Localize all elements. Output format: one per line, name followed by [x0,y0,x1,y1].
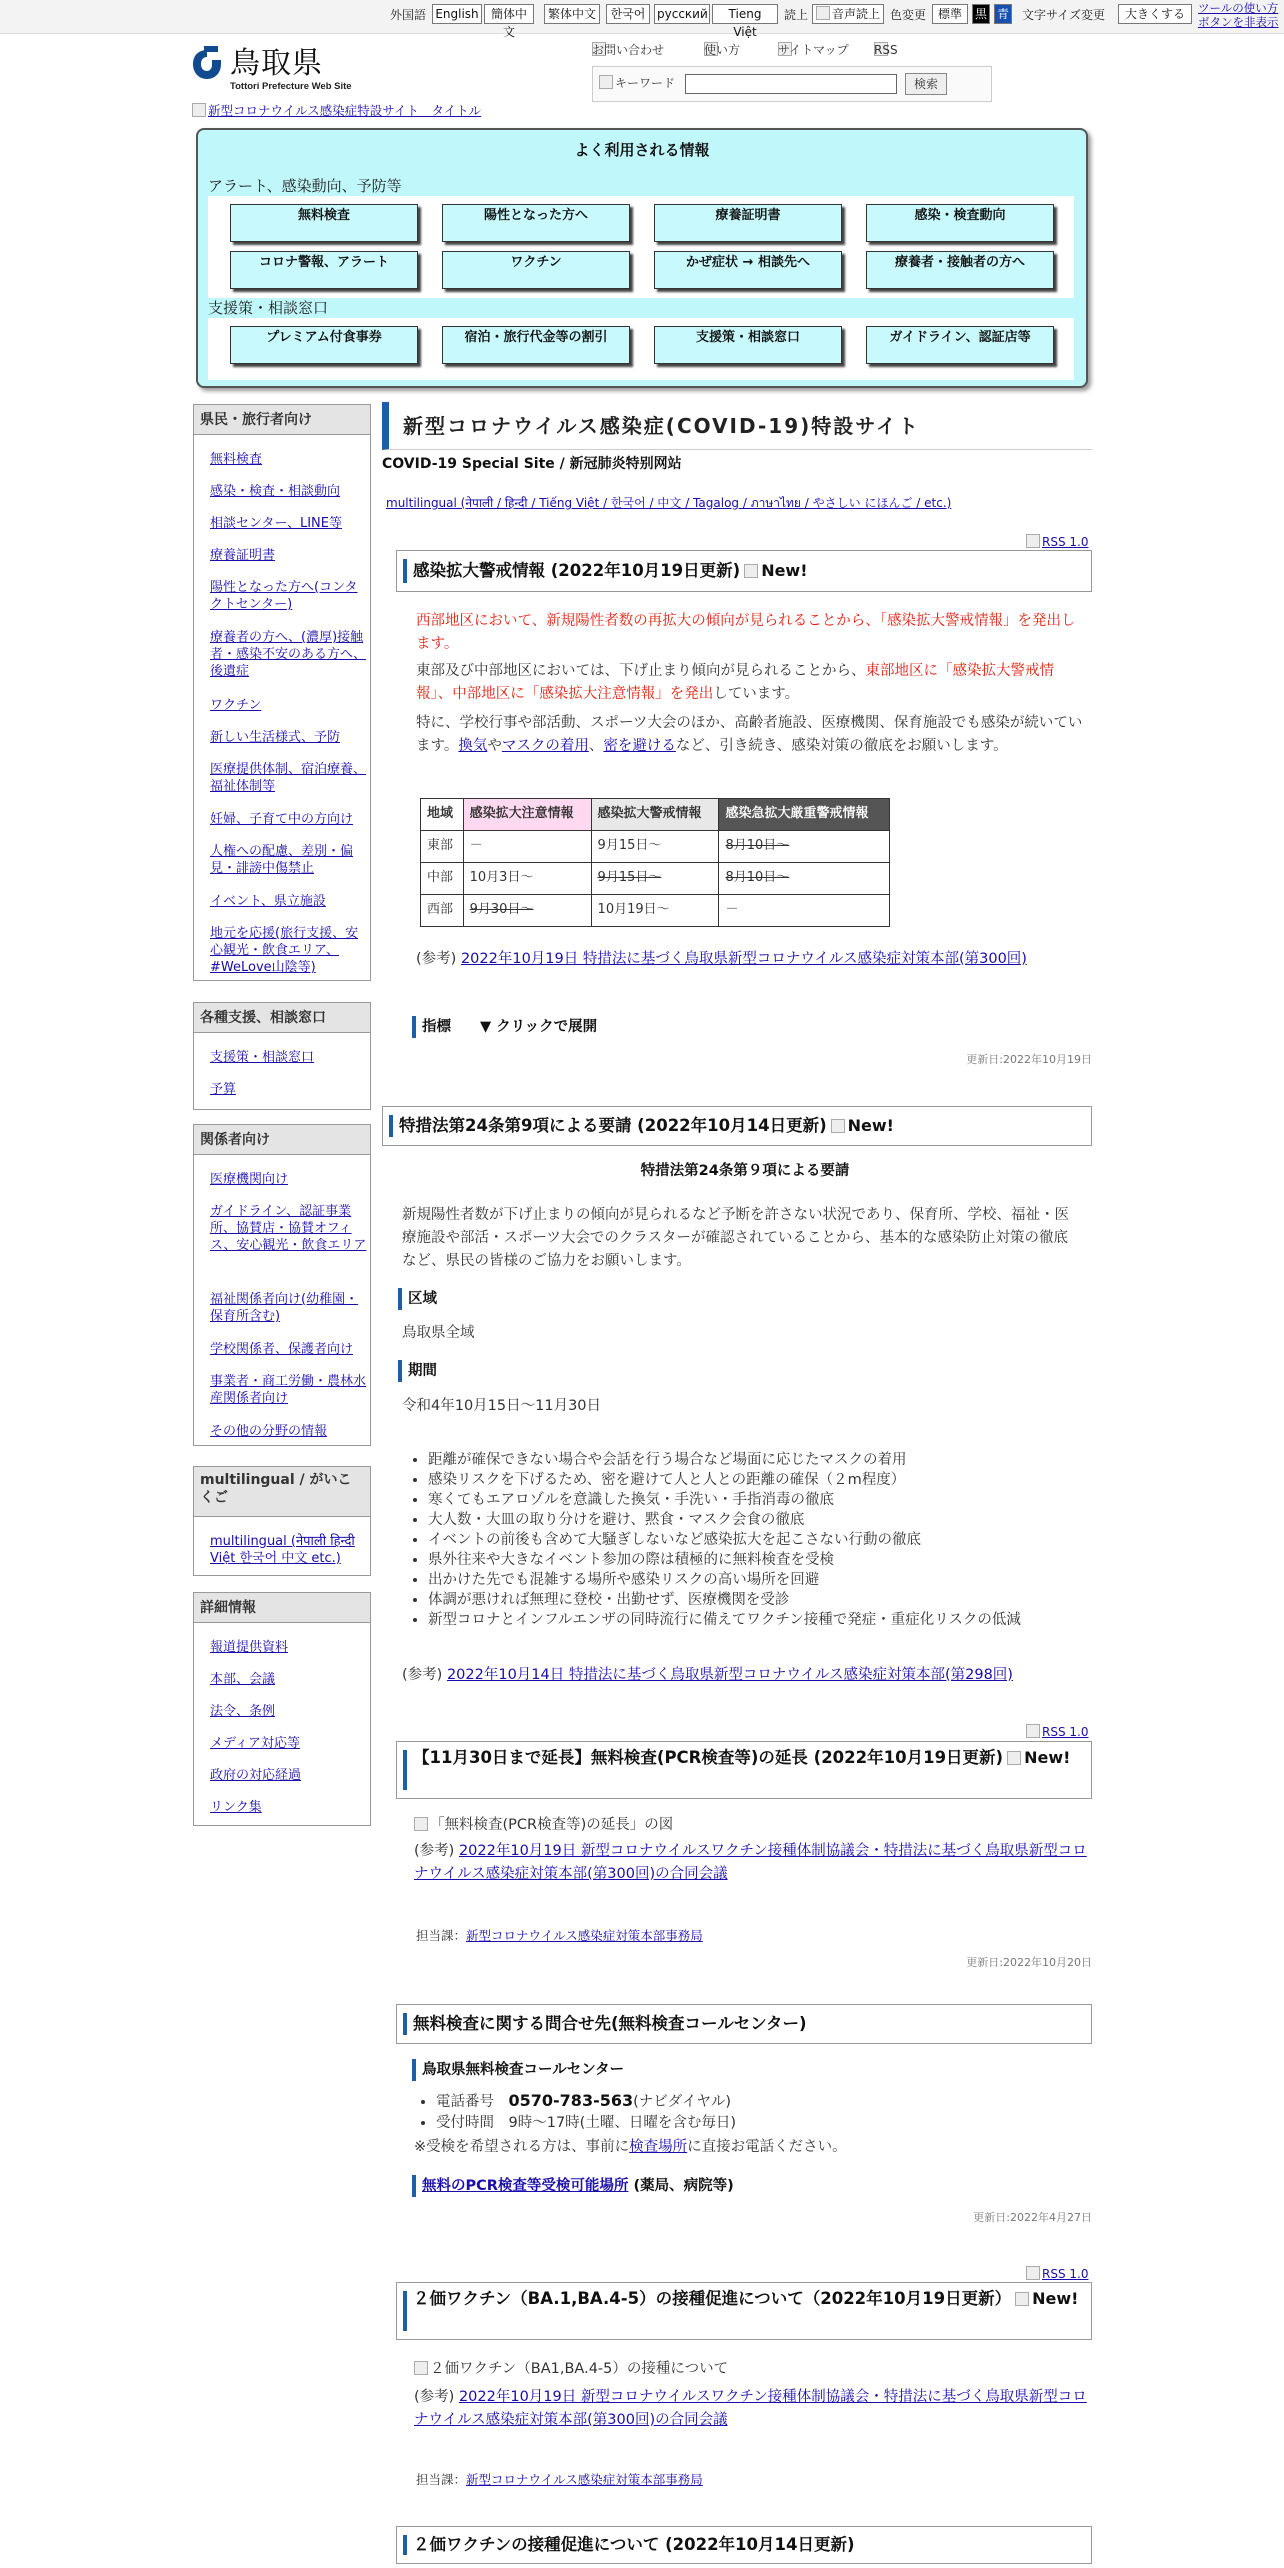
font-size-label: 文字サイズ変更 [1022,8,1106,22]
expand-label: ▼ クリックで展開 [480,1019,598,1035]
alert-p3-sep2: 、 [588,738,604,754]
quick-symptom-button[interactable]: かぜ症状 → 相談先へ [654,251,842,289]
pcr-location-heading [412,2175,734,2197]
free-test-figure-icon [414,1817,428,1831]
alert-p2-end: しています。 [713,686,800,702]
new-badge [1015,2287,1078,2311]
quick-travel-discount-button[interactable]: 宿泊・旅行代金等の割引 [442,326,630,364]
side-link[interactable]: 事業者・商工労働・農林水産関係者向け [210,1374,367,1406]
side-link[interactable]: 福祉関係者向け(幼稚園・保育所含む) [210,1292,359,1324]
font-size-increase-button[interactable]: 大きくする [1118,4,1192,24]
reference-prefix: (参考) [414,2389,455,2405]
call-center-note [414,2136,847,2159]
list-item: • 県外往来や大きなイベント参加の際は積極的に無料検査を受検 [428,1550,1102,1570]
lang-korean-button[interactable]: 한국어 [606,4,650,24]
quick-free-test-button[interactable]: 無料検査 [230,204,418,242]
table-cell: － [719,895,890,927]
frequently-used-panel [196,128,1088,388]
side-link[interactable]: ガイドライン、認証事業所、協賛店・協賛オフィス、安心観光・飲食エリア [210,1204,367,1253]
side-link[interactable]: 相談センター、LINE等 [210,516,342,531]
phone-label: 電話番号 [436,2094,494,2110]
phone-note: (ナビダイヤル) [633,2094,731,2110]
section-call-center-title: 無料検査に関する問合せ先(無料検査コールセンター) [413,2014,807,2033]
table-cell: 西部 [421,895,464,927]
rss-feed-link[interactable] [1026,2266,1088,2283]
side-link[interactable]: 医療提供体制、宿泊療養、福祉体制等 [210,762,367,794]
side-link[interactable]: 人権への配慮、差別・偏見・誹謗中傷禁止 [210,844,354,876]
request-reference [402,1664,1092,1687]
section-call-center-heading [396,2004,1092,2044]
table-cell: 10月3日～ [463,863,591,895]
side-link[interactable]: 妊婦、子育て中の方向け [210,812,354,827]
rss-label: RSS [874,43,898,57]
new-icon [1007,1751,1021,1765]
color-blue-button[interactable]: 青 [994,4,1012,24]
lang-simplified-chinese-button[interactable]: 簡体中文 [484,4,534,24]
section-free-test-heading [396,1741,1092,1799]
alert-paragraph-2 [416,660,1088,706]
lang-traditional-chinese-button[interactable]: 繁体中文 [544,4,600,24]
note-text: ※受検を希望される方は、事前に [414,2139,630,2155]
table-cell: 9月30日～ [463,895,591,927]
new-badge-label: New! [847,1116,894,1135]
department-link[interactable]: 新型コロナウイルス感染症対策本部事務局 [466,1928,703,1943]
list-item: • 寒くてもエアロゾルを意識した換気・手洗い・手指消毒の徹底 [428,1490,1102,1510]
request-paragraph: 新規陽性者数が下げ止まりの傾向が見られるなど予断を許さない状況であり、保育所、学校、福祉・医療施設や部活・スポーツ大会でのクラスターが確認されていることから、基本的な感染防止対策の徹底など、県民の皆様のご協力をお願いします。 [402,1207,1069,1269]
avoid-crowds-link[interactable]: 密を避ける [603,738,676,754]
list-item: • 大人数・大皿の取り分けを避け、黙食・マスク会食の徹底 [428,1510,1102,1530]
table-header-warning: 感染拡大警戒情報 [591,799,719,831]
alert-p3-end: など、引き続き、感染対策の徹底をお願いします。 [675,738,1008,754]
department-label: 担当課： [416,1928,467,1943]
table-cell: 9月15日～ [591,863,719,895]
title-banner-alt[interactable]: 新型コロナウイルス感染症特設サイト タイトル [208,103,482,118]
updated-date: 更新日:2022年10月20日 [966,1956,1092,1969]
table-cell: 10月19日～ [591,895,719,927]
alert-p3-sep1: や [487,738,502,754]
table-cell: 中部 [421,863,464,895]
reference-prefix: (参考) [402,1667,443,1683]
rss-label[interactable]: RSS 1.0 [1042,2267,1089,2281]
side-link[interactable]: 療養者の方へ、(濃厚)接触者・感染不安のある方へ、後遺症 [210,630,367,679]
table-row [421,895,890,927]
free-test-image [414,1814,673,1837]
side-nav-support [193,1002,371,1110]
voice-read-button[interactable] [812,4,884,24]
side-link[interactable]: リンク集 [210,1800,262,1815]
table-header-caution: 感染拡大注意情報 [463,799,591,831]
new-badge [831,1107,894,1145]
side-link[interactable]: 無料検査 [210,452,263,467]
page-title: 新型コロナウイルス感染症(COVID-19)特設サイト [382,402,1092,450]
side-link[interactable]: メディア対応等 [210,1736,300,1751]
quick-guideline-button[interactable]: ガイドライン、認証店等 [866,326,1054,364]
rss-label[interactable]: RSS 1.0 [1042,1725,1089,1739]
alert-p2-emphasis: 東部地区に「感染拡大警戒情報」、中部地区に「感染拡大注意情報」を発出 [416,663,1054,702]
vaccine-reference-link[interactable]: 2022年10月19日 新型コロナウイルスワクチン接種体制協議会・特措法に基づく鳥取県新型コロナウイルス感染症対策本部(第300回)の合同会議 [414,2389,1087,2428]
quick-category-alert: アラート、感染動向、予防等 [208,177,402,195]
area-text: 鳥取県全域 [402,1325,475,1341]
request-list [402,1450,1102,1630]
alert-paragraph-3 [416,712,1088,758]
side-link[interactable]: 政府の対応経過 [210,1768,302,1783]
table-cell: 9月15日～ [591,831,719,863]
alert-p2-text: 東部及び中部地区においては、下げ止まり傾向が見られることから、 [416,663,866,679]
search-button[interactable]: 検索 [905,73,947,95]
list-item: • 体調が悪ければ無理に登校・出勤せず、医療機関を受診 [428,1590,1102,1610]
rss-label[interactable]: RSS 1.0 [1042,535,1089,549]
phone-item [436,2090,736,2113]
side-link[interactable]: ワクチン [210,698,262,713]
side-nav-residents [193,404,371,981]
side-link[interactable]: イベント、県立施設 [210,894,326,909]
side-link[interactable]: 新しい生活様式、予防 [210,730,341,745]
call-center-subheading: 鳥取県無料検査コールセンター [412,2059,624,2081]
section-vaccine-heading [396,2282,1092,2340]
section-free-test-title: 【11月30日まで延長】無料検査(PCR検査等)の延長 (2022年10月19日更新) [413,1748,1004,1767]
reference-prefix: (参考) [414,1843,455,1859]
hours-item [436,2113,736,2134]
section-alert-heading [396,550,1092,592]
usage-label: 使い方 [704,43,741,57]
updated-date: 更新日:2022年10月19日 [966,1053,1092,1066]
search-keyword-text: キーワード [615,76,676,90]
new-icon [1015,2292,1029,2306]
call-center-info [410,2090,736,2134]
new-icon [744,564,758,578]
lang-vietnamese-button[interactable]: Tieng Việt [712,4,778,24]
side-link[interactable]: 地元を応援(旅行支援、安心観光・飲食エリア、#WeLove山陰等) [210,926,359,975]
section-vaccine-promotion-title: ２価ワクチンの接種促進について (2022年10月14日更新) [413,2535,855,2554]
alert-p3-text: 特に、学校行事や部活動、スポーツ大会のほか、高齢者施設、医療機関、保育施設でも感染が続いています。 [416,715,1083,754]
quick-trend-button[interactable]: 感染・検査動向 [866,204,1054,242]
list-item: • イベントの前後も含めて大騒ぎしないなど感染拡大を起こさない行動の徹底 [428,1530,1102,1550]
foreign-language-label: 外国語 [390,8,427,22]
section-vaccine-title: ２価ワクチン（BA.1,BA.4-5）の接種促進について（2022年10月19日更新） [413,2289,1012,2308]
rss-feed-link[interactable] [1026,1724,1088,1741]
color-black-button[interactable]: 黒 [972,4,990,24]
quick-meal-ticket-button[interactable]: プレミアム付食事券 [230,326,418,364]
rss-icon [1026,534,1040,548]
section-request-heading [382,1106,1092,1146]
list-item: • 出かけた先でも混雑する場所や感染リスクの高い場所を回避 [428,1570,1102,1590]
vaccine-image [414,2358,728,2381]
section-vaccine-promotion-heading [396,2526,1092,2564]
side-nav-multilingual [193,1466,371,1576]
rss-icon [1026,1724,1040,1738]
quick-alert-button[interactable]: コロナ警報、アラート [230,251,418,289]
section-request-title: 特措法第24条第9項による要請 (2022年10月14日更新) [399,1116,827,1135]
area-heading: 区域 [398,1288,437,1310]
rss-icon [1026,2266,1040,2280]
new-badge-label: New! [761,561,808,580]
table-cell: － [463,831,591,863]
quick-positive-button[interactable]: 陽性となった方へ [442,204,630,242]
lang-russian-button[interactable]: русский [654,4,710,24]
side-nav-support-title: 各種支援、相談窓口 [194,1003,370,1033]
side-link[interactable]: 療養証明書 [210,548,276,563]
toolbar-hide-link[interactable]: ボタンを非表示 [1198,15,1279,29]
quick-panel-title: よく利用される情報 [574,141,710,159]
side-link[interactable]: 支援策・相談窓口 [210,1050,315,1065]
site-search [592,66,992,102]
color-standard-button[interactable]: 標準 [932,4,968,24]
updated-date: 更新日:2022年4月27日 [973,2211,1092,2224]
note-end: に直接お電話ください。 [687,2139,847,2155]
side-nav-details [193,1592,371,1826]
voice-icon [816,6,830,20]
toolbar-help-links [1198,1,1279,29]
indicator-toggle[interactable] [412,1016,597,1038]
side-link[interactable]: 法令、条例 [210,1704,276,1719]
color-change-label: 色変更 [890,8,927,22]
request-title-center: 特措法第24条第９項による要請 [640,1163,850,1179]
site-logo[interactable] [190,44,390,94]
table-header-region: 地域 [421,799,464,831]
list-item: • 距離が確保できない場合や会話を行う場合など場面に応じたマスクの着用 [428,1450,1102,1470]
section-alert-title: 感染拡大警戒情報 (2022年10月19日更新) [413,561,741,580]
vaccine-department [416,2468,703,2491]
table-header-severe: 感染急拡大厳重警戒情報 [719,799,890,831]
department-label: 担当課： [416,2472,467,2487]
table-cell: 東部 [421,831,464,863]
hours-label: 受付時間 [436,2115,494,2131]
site-title-banner-link[interactable] [192,102,481,120]
logo-subtitle: Tottori Prefecture Web Site [230,81,352,92]
side-nav-stakeholders-title: 関係者向け [194,1125,370,1155]
side-link[interactable]: 報道提供資料 [210,1640,289,1655]
logo-name: 鳥取県 [230,46,323,81]
new-icon [831,1119,845,1133]
quick-vaccine-button[interactable]: ワクチン [442,251,630,289]
alert-paragraph-1: 西部地区において、新規陽性者数の再拡大の傾向が見られることから、「感染拡大警戒情報」を発出します。 [416,613,1076,652]
period-text: 令和4年10月15日～11月30日 [402,1398,602,1414]
side-link[interactable]: 予算 [210,1082,237,1097]
new-badge-label: New! [1024,1748,1071,1767]
table-row [421,863,890,895]
list-item: • 新型コロナとインフルエンザの同時流行に備えてワクチン接種で発症・重症化リスクの低減 [428,1610,1102,1630]
vaccine-image-alt: ２価ワクチン（BA1,BA.4-5）の接種について [430,2361,729,2377]
quick-certificate-button[interactable]: 療養証明書 [654,204,842,242]
read-aloud-label: 読上 [784,8,809,22]
table-cell: 8月10日～ [719,863,890,895]
title-banner-icon [192,103,206,117]
phone-number: 0570-783-563 [508,2091,634,2110]
pcr-location-link[interactable]: 無料のPCR検査等受検可能場所 [422,2178,629,2194]
side-nav-stakeholders [193,1124,371,1446]
new-badge [744,551,807,591]
side-link[interactable]: 医療機関向け [210,1172,289,1187]
test-location-link[interactable]: 検査場所 [629,2139,688,2155]
voice-read-label: 音声読上 [831,7,880,21]
list-item: • 感染リスクを下げるため、密を避けて人と人との距離の確保（２m程度） [428,1470,1102,1490]
department-link[interactable]: 新型コロナウイルス感染症対策本部事務局 [466,2472,703,2487]
quick-category-support: 支援策・相談窓口 [208,299,329,317]
toolbar-usage-link[interactable]: ツールの使い方 [1198,1,1279,15]
side-link[interactable]: 本部、会議 [210,1672,276,1687]
pcr-location-note: (薬局、病院等) [633,2178,734,2194]
page-subtitle: COVID-19 Special Site / 新冠肺炎特别网站 [382,456,682,472]
free-test-image-alt: 「無料検査(PCR検査等)の延長」の図 [430,1817,674,1833]
alert-reference-link[interactable]: 2022年10月19日 特措法に基づく鳥取県新型コロナウイルス感染症対策本部(第300回) [460,951,1027,967]
side-nav-multilingual-title: multilingual / がいこくご [194,1467,370,1517]
contact-label: お問い合わせ [592,43,665,57]
alert-status-table [420,798,890,927]
side-link[interactable]: 学校関係者、保護者向け [210,1342,354,1357]
period-heading: 期間 [398,1360,437,1382]
hours-text: 9時～17時(土曜、日曜を含む毎日) [508,2115,736,2131]
side-link[interactable]: その他の分野の情報 [210,1424,328,1439]
ventilation-link[interactable]: 換気 [458,738,488,754]
table-header-row [421,799,890,831]
sitemap-label: サイトマップ [778,43,849,57]
lang-english-button[interactable]: English [432,4,482,24]
vaccine-reference [414,2386,1090,2432]
table-row [421,831,890,863]
request-reference-link[interactable]: 2022年10月14日 特措法に基づく鳥取県新型コロナウイルス感染症対策本部(第298回) [446,1667,1013,1683]
side-nav-residents-title: 県民・旅行者向け [194,405,370,435]
keyword-icon [599,75,613,89]
search-keyword-label [599,75,675,92]
accessibility-toolbar [0,0,1284,39]
alert-reference [416,948,1096,971]
free-test-reference [414,1840,1090,1886]
side-link[interactable]: 陽性となった方へ(コンタクトセンター) [210,580,358,612]
new-badge-label: New! [1032,2289,1079,2308]
quick-contact-person-button[interactable]: 療養者・接触者の方へ [866,251,1054,289]
quick-support-button[interactable]: 支援策・相談窓口 [654,326,842,364]
rss-feed-link[interactable] [1026,534,1088,551]
side-link[interactable]: multilingual (नेपाली हिन्दी Việt 한국어 中文 etc.) [210,1534,355,1566]
multilingual-link[interactable]: multilingual (नेपाली / हिन्दी / Tiếng Việt / 한국어 / 中文 / Tagalog / ภาษาไทย / やさしい にほんご / etc.) [386,496,952,510]
side-link[interactable]: 感染・検査・相談動向 [210,484,341,499]
mask-link[interactable]: マスクの着用 [501,738,589,754]
indicator-label: 指標 [422,1019,451,1035]
tottori-emblem-icon [190,44,224,84]
side-nav-details-title: 詳細情報 [194,1593,370,1623]
free-test-reference-link[interactable]: 2022年10月19日 新型コロナウイルスワクチン接種体制協議会・特措法に基づく鳥取県新型コロナウイルス感染症対策本部(第300回)の合同会議 [414,1843,1087,1882]
search-input[interactable] [685,74,897,94]
vaccine-figure-icon [414,2361,428,2375]
free-test-department [416,1924,703,1947]
table-cell: 8月10日～ [719,831,890,863]
new-badge [1007,1746,1070,1770]
reference-prefix: (参考) [416,951,457,967]
